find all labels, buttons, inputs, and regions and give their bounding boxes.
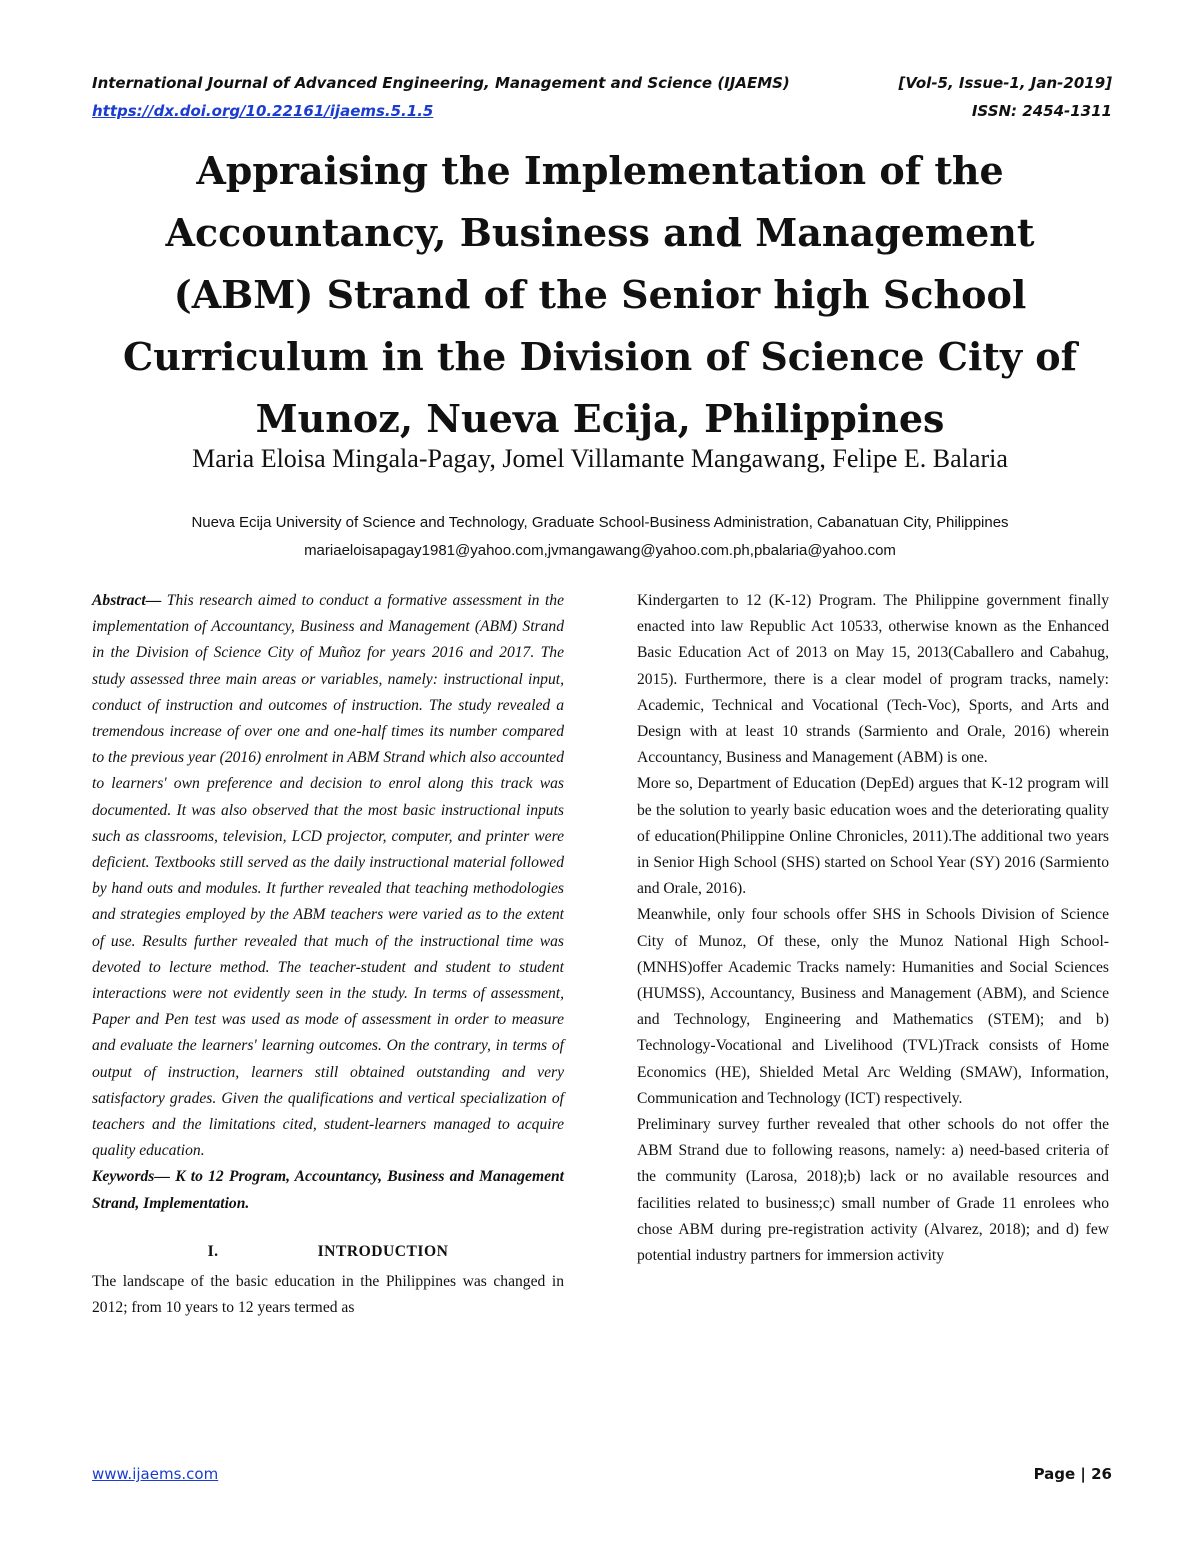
body-paragraph-3: Meanwhile, only four schools offer SHS in Schools Division of Science City of Munoz, Of these, only the Munoz National High School- (MNHS)offer Academic Tracks namely: Humanities and Social Sciences (HUMSS), Accountancy, Business and Management (ABM), and Science and Technology, Engineering and Mathematics (STEM); and b) Technology-Vocational and Livelihood (TVL)Track consists of Home Economics (HE), Shielded Metal Arc Welding (SMAW), Information, Communication and Technology (ICT) respectively. — [637, 906, 1109, 1107]
body-paragraph-2: More so, Department of Education (DepEd) argues that K-12 program will be the solution to yearly basic education woes and the deteriorating quality of education(Philippine Online Chronicles, 2011).The additional two years in Senior High School (SHS) started on School Year (SY) 2016 (Sarmiento and Orale, 2016). — [637, 775, 1109, 898]
section-title: INTRODUCTION — [317, 1242, 449, 1260]
author-emails: mariaeloisapagay1981@yahoo.com,jvmangawang@yahoo.com.ph,pbalaria@yahoo.com — [304, 542, 896, 559]
issn: ISSN: 2454-1311 — [971, 102, 1112, 120]
keywords — [92, 1164, 564, 1216]
affiliation: Nueva Ecija University of Science and Technology, Graduate School-Business Administration, Cabanatuan City, Philippines — [191, 514, 1009, 531]
volume-issue: [Vol-5, Issue-1, Jan-2019] — [898, 74, 1112, 92]
doi-link[interactable]: https://dx.doi.org/10.22161/ijaems.5.1.5 — [92, 102, 434, 120]
running-header-top — [92, 74, 1112, 94]
abstract-label: Abstract— — [92, 592, 162, 609]
journal-name: International Journal of Advanced Engineering, Management and Science (IJAEMS) — [92, 74, 790, 92]
abstract — [92, 588, 564, 1164]
right-column — [637, 588, 1109, 1269]
intro-paragraph: The landscape of the basic education in the Philippines was changed in 2012; from 10 years to 12 years termed as — [92, 1273, 564, 1317]
left-column — [92, 588, 564, 1321]
keywords-text: K to 12 Program, Accountancy, Business and Management Strand, Implementation. — [92, 1168, 565, 1212]
keywords-label: Keywords— — [92, 1168, 170, 1186]
running-header-bottom — [92, 102, 1112, 122]
author-list: Maria Eloisa Mingala-Pagay, Jomel Villamante Mangawang, Felipe E. Balaria — [192, 444, 1008, 473]
paper-title: Appraising the Implementation of the Accountancy, Business and Management (ABM) Strand of the Senior high School Curriculum in the Division of Science City of Munoz, Nueva Ecija, Philippines — [123, 148, 1077, 441]
abstract-text: This research aimed to conduct a formative assessment in the implementation of Accountancy, Business and Management (ABM) Strand in the Division of Science City of Muñoz for years 2016 and 2017. The study assessed three main areas or variables, namely: instructional input, conduct of instruction and outcomes of instruction. The study revealed a tremendous increase of over one and one-half times its number compared to the previous year (2016) enrolment in ABM Strand which also accounted to learners' own preference and decision to enrol along this track was documented. It was also observed that the most basic instructional inputs such as classrooms, television, LCD projector, computer, and printer were deficient. Textbooks still served as the daily instructional material followed by hand outs and modules. It further revealed that teaching methodologies and strategies employed by the ABM teachers were varied as to the extent of use. Results further revealed that much of the instructional time was devoted to lecture method. The teacher-student and student to student interactions were not evidently seen in the study. In terms of assessment, Paper and Pen test was used as mode of assessment in order to measure and evaluate the learners' learning outcomes. On the contrary, in terms of output of instruction, learners still obtained outstanding and very satisfactory grades. Given the qualifications and vertical specialization of teachers and the limitations cited, student-learners managed to acquire quality education. — [92, 592, 564, 1160]
page-number: Page | 26 — [1033, 1465, 1112, 1483]
body-paragraph-4: Preliminary survey further revealed that other schools do not offer the ABM Strand due to following reasons, namely: a) need-based criteria of the community (Larosa, 2018);b) lack or no available resources and facilities related to business;c) small number of Grade 11 enrolees who chose ABM during pre-registration activity (Alvarez, 2018); and d) few potential industry partners for immersion activity — [637, 1116, 1109, 1265]
section-heading — [92, 1239, 564, 1265]
journal-website-link[interactable]: www.ijaems.com — [92, 1465, 219, 1483]
section-number: I. — [207, 1242, 219, 1260]
body-paragraph-1: Kindergarten to 12 (K-12) Program. The Philippine government finally enacted into law Republic Act 10533, otherwise known as the Enhanced Basic Education Act of 2013 on May 15, 2013(Caballero and Cabahug, 2015). Furthermore, there is a clear model of program tracks, namely: Academic, Technical and Vocational (Tech-Voc), Sports, and Arts and Design with at least 10 strands (Sarmiento and Orale, 2016) wherein Accountancy, Business and Management (ABM) is one. — [637, 592, 1109, 767]
